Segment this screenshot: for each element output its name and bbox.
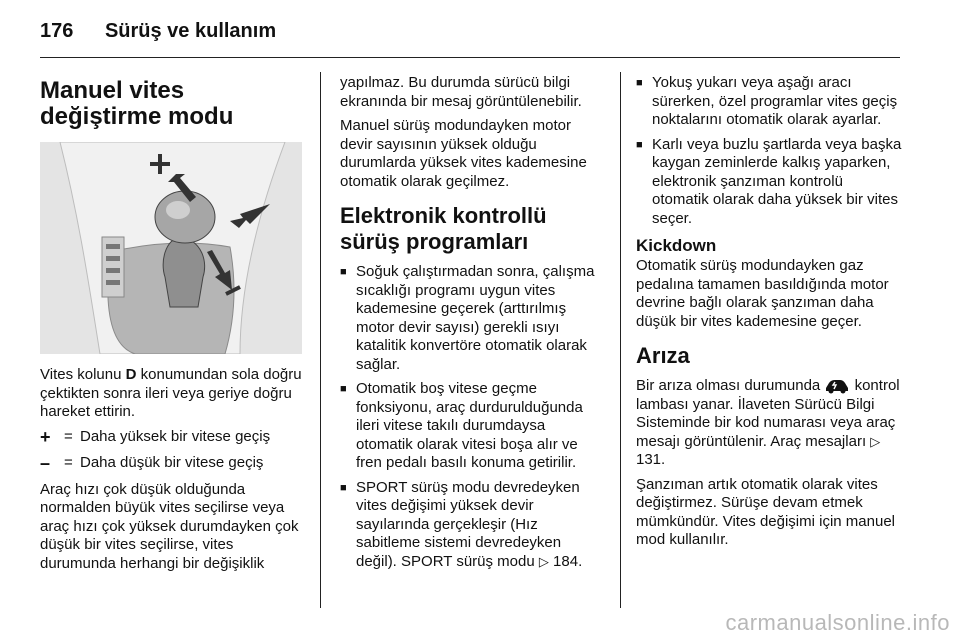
ref-arrow-icon: ▷ (538, 553, 549, 569)
gear-d-label: D (125, 366, 137, 383)
page-reference-link[interactable]: 184 (553, 552, 579, 570)
column-1 (40, 74, 306, 579)
legend-downshift: – = Daha düşük bir vitese geçiş (40, 453, 264, 473)
list-item: ■ SPORT sürüş modu devredeyken vites değişimi yüksek devir sayılarında gerçekleşir (Hız sabitleme sistemi devredeyken değil). SPORT sürüş modu ▷ 184. (340, 479, 606, 572)
legend-upshift: + = Daha yüksek bir vitese geçiş (40, 426, 271, 447)
column-divider-1 (320, 72, 321, 608)
fault-heading: Arıza (636, 343, 690, 368)
electronic-programs-heading: Elektronik kontrollü sürüş programları (340, 203, 547, 254)
section-title: Sürüş ve kullanım (104, 20, 277, 42)
plus-icon: + (40, 426, 51, 447)
page-header (40, 20, 276, 43)
manual-mode-note: Manuel sürüş modundayken motor devir sayısının yüksek olduğu durumlarda yüksek vites kademesine otomatik olarak geçilmez. (340, 117, 587, 190)
kickdown-heading: Kickdown (636, 236, 717, 255)
list-item: ■ Otomatik boş vitese geçme fonksiyonu, araç durdurulduğunda ileri vitese takılı durumdaysa otomatik olarak vitesi boşa alır ve fren pedalı basılı konuma getirilir. (340, 380, 606, 473)
continued-text: yapılmaz. Bu durumda sürücü bilgi ekranında bir mesaj görüntülenebilir. (340, 74, 582, 110)
column-2 (340, 74, 606, 577)
header-rule (40, 57, 900, 58)
ref-arrow-icon: ▷ (870, 433, 881, 449)
fault-text: Bir arıza olması durumunda kontrol lambası yanar. İlaveten Sürücü Bilgi Sisteminde bir kod numarası veya araç mesajı görüntülenir. Araç mesajları ▷ 131. (636, 377, 900, 468)
list-item: ■ Karlı veya buzlu şartlarda veya başka kaygan zeminlerde kalkış yaparken, elektronik şanzıman kontrolü otomatik olarak daha yüksek bir vites seçer. (636, 136, 902, 229)
list-item: ■ Soğuk çalıştırmadan sonra, çalışma sıcaklığı programı uygun vites kademesine geçerek (arttırılmış motor devir sayısı) gerekli ısıyı katalitik konvertöre otomatik olarak sağlar. (340, 263, 606, 374)
page-reference-link[interactable]: 131 (636, 451, 662, 468)
manual-mode-title: Manuel vites değiştirme modu (40, 77, 234, 130)
kickdown-text: Otomatik sürüş modundayken gaz pedalına tamamen basıldığında motor devrine bağlı olarak şanzıman daha düşük bir vites kademesine geçer. (636, 257, 889, 330)
list-item: ■ Yokuş yukarı veya aşağı aracı sürerken, özel programlar vites geçiş noktalarını otomatik olarak ayarlar. (636, 74, 902, 130)
minus-icon: – (40, 453, 51, 473)
programs-list (340, 263, 606, 571)
instruction-text: Vites kolunu D konumundan sola doğru çektikten sonra ileri veya geriye doğru hareket ettirin. (40, 366, 302, 420)
programs-list-continued (636, 74, 902, 228)
page-number: 176 (40, 20, 74, 42)
column-divider-2 (620, 72, 621, 608)
gear-lever-illustration (40, 142, 302, 354)
speed-note-text: Araç hızı çok düşük olduğunda normalden büyük vites seçilirse veya araç hızı çok yüksek durumdayken çok düşük bir vites seçilirse, vites durumunda herhangi bir değişiklik (40, 480, 299, 572)
fault-result-text: Şanzıman artık otomatik olarak vites değiştirmez. Sürüşe devam etmek mümkündür. Vites değişimi için manuel mod kullanılır. (636, 475, 896, 548)
column-3 (636, 74, 902, 556)
watermark: carmanualsonline.info (725, 610, 950, 635)
car-fault-icon (824, 378, 850, 394)
